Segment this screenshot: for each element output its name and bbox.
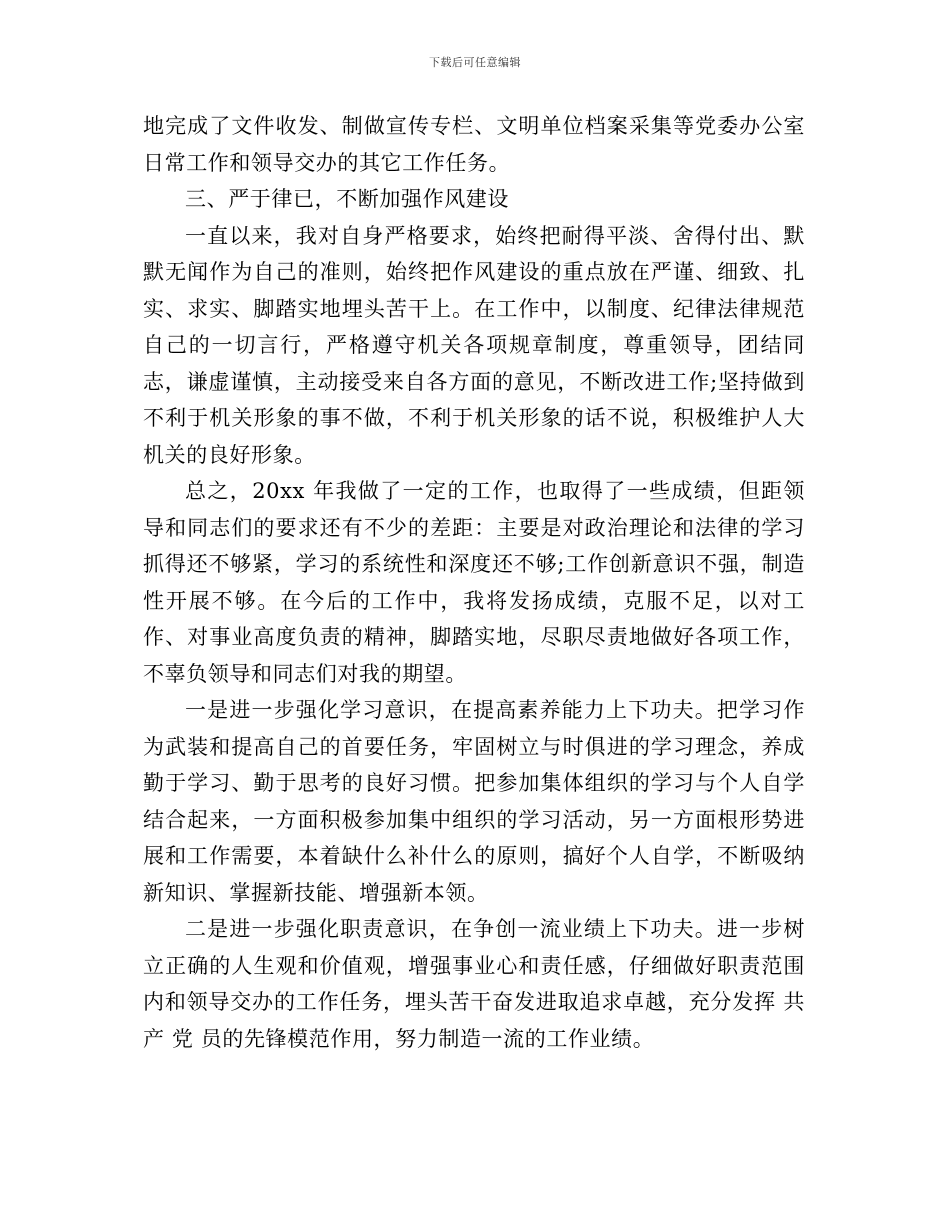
paragraph: 一是进一步强化学习意识，在提高素养能力上下功夫。把学习作为武装和提高自己的首要任务，牢固树立与时俱进的学习理念，养成勤于学习、勤于思考的良好习惯。把参加集体组织的学习与个人自学结合起来，一方面积极参加集中组织的学习活动，另一方面根形势进展和工作需要，本着缺什么补什么的原则，搞好个人自学，不断吸纳新知识、掌握新技能、增强新本领。 [143, 698, 805, 905]
page-header: 下载后可任意编辑 [429, 56, 521, 69]
paragraph: 一直以来，我对自身严格要求，始终把耐得平淡、舍得付出、默默无闻作为自己的准则，始终把作风建设的重点放在严谨、细致、扎实、求实、脚踏实地埋头苦干上。在工作中，以制度、纪律法律规范自己的一切言行，严格遵守机关各项规章制度，尊重领导，团结同志，谦虚谨慎，主动接受来自各方面的意见，不断改进工作;坚持做到不利于机关形象的事不做，不利于机关形象的话不说，积极维护人大机关的良好形象。 [143, 223, 805, 467]
section-heading: 三、严于律已，不断加强作风建设 [185, 187, 509, 211]
paragraph: 二是进一步强化职责意识，在争创一流业绩上下功夫。进一步树立正确的人生观和价值观，增强事业心和责任感，仔细做好职责范围内和领导交办的工作任务，埋头苦干奋发进取追求卓越，充分发挥 共 产 党 员的先锋模范作用，努力制造一流的工作业绩。 [143, 917, 805, 1051]
document-body [143, 108, 805, 1057]
paragraph-continued: 地完成了文件收发、制做宣传专栏、文明单位档案采集等党委办公室日常工作和领导交办的其它工作任务。 [143, 114, 805, 175]
paragraph: 总之，20xx 年我做了一定的工作，也取得了一些成绩，但距领导和同志们的要求还有不少的差距：主要是对政治理论和法律的学习抓得还不够紧，学习的系统性和深度还不够;工作创新意识不强，制造性开展不够。在今后的工作中，我将发扬成绩，克服不足，以对工作、对事业高度负责的精神，脚踏实地，尽职尽责地做好各项工作，不辜负领导和同志们对我的期望。 [143, 479, 805, 686]
